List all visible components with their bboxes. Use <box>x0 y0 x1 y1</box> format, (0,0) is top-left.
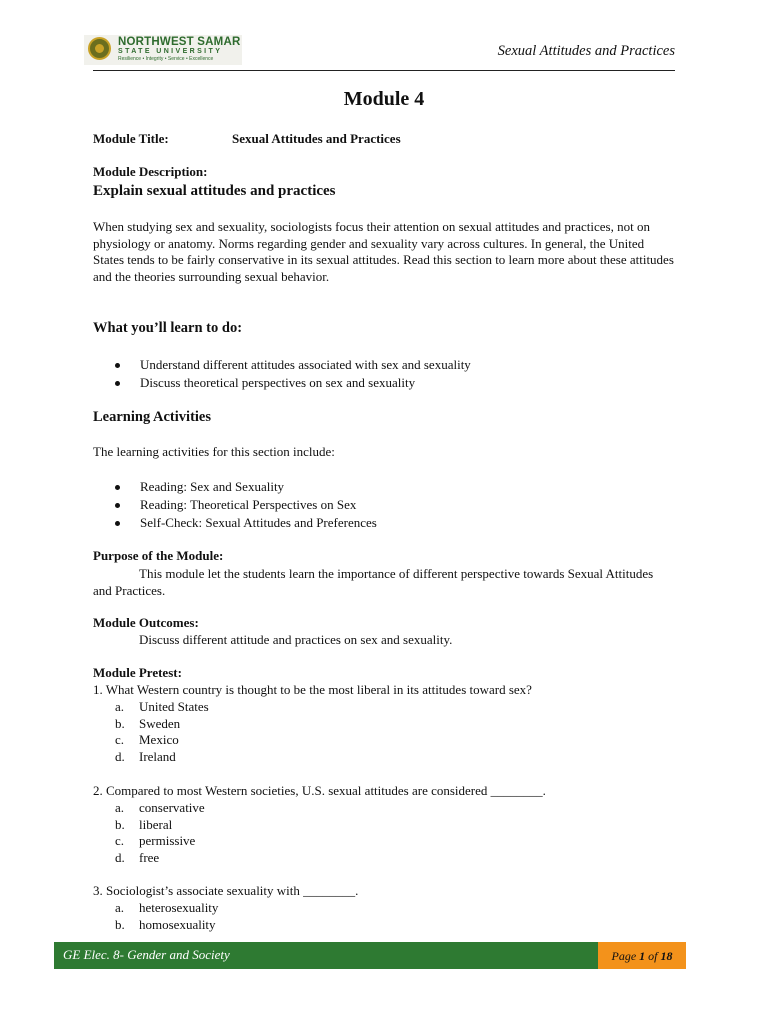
list-item: d. free <box>115 849 160 865</box>
logo-name: NORTHWEST SAMAR <box>118 36 241 48</box>
activities-list <box>115 479 675 532</box>
list-item: Self-Check: Sexual Attitudes and Preferences <box>115 515 675 532</box>
list-item: a. conservative <box>115 800 205 815</box>
footer-course-title: GE Elec. 8- Gender and Society <box>63 947 230 962</box>
learn-heading: What you’ll learn to do: <box>93 320 243 336</box>
logo-motto: Resilience • Integrity • Service • Excellence <box>118 56 214 62</box>
activities-heading: Learning Activities <box>93 409 212 425</box>
outcomes-text: Discuss different attitude and practices on sex and sexuality. <box>139 632 453 647</box>
learn-list <box>115 357 675 391</box>
module-description-label: Module Description: <box>93 164 208 179</box>
list-item: Reading: Sex and Sexuality <box>115 479 675 496</box>
description-heading: Explain sexual attitudes and practices <box>93 183 336 199</box>
list-item: b. homosexuality <box>115 916 216 932</box>
purpose-text: This module let the students learn the importance of different perspective towards Sexual Attitudes and Practices. <box>93 566 654 598</box>
page-number-badge <box>598 942 686 969</box>
university-logo <box>84 35 242 65</box>
bullet-icon <box>115 381 120 386</box>
seal-center <box>95 44 104 53</box>
footer-course-bar <box>54 942 598 969</box>
bullet-icon <box>115 363 120 368</box>
list-item: Reading: Theoretical Perspectives on Sex <box>115 497 675 514</box>
bullet-icon <box>115 521 120 526</box>
list-item: Understand different attitudes associated with sex and sexuality <box>115 357 675 374</box>
page-title: Module 4 <box>343 88 425 110</box>
header-divider <box>93 70 675 71</box>
activities-intro: The learning activities for this section include: <box>93 444 335 459</box>
outcomes-label: Module Outcomes: <box>93 615 199 630</box>
question-2-options <box>115 800 205 866</box>
pretest-label: Module Pretest: <box>93 665 182 680</box>
question-1: 1. What Western country is thought to be the most liberal in its attitudes toward sex? <box>93 682 532 697</box>
list-item: a. United States <box>115 699 209 714</box>
question-1-options <box>115 699 209 765</box>
list-item: c. permissive <box>115 833 196 848</box>
module-title-value: Sexual Attitudes and Practices <box>232 131 401 146</box>
university-seal-icon <box>88 37 111 60</box>
list-item: c. Mexico <box>115 732 179 747</box>
module-title-label: Module Title: <box>93 131 169 146</box>
bullet-icon <box>115 503 120 508</box>
list-item: d. Ireland <box>115 748 176 764</box>
description-paragraph: When studying sex and sexuality, sociologists focus their attention on sexual attitudes and practices, not on physiology or anatomy. Norms regarding gender and sexuality vary across cultures. In general, the United States tends to be fairly conservative in its sexual attitudes. Read this section to learn more about these attitudes and the theories surrounding sexual behavior. <box>93 219 674 284</box>
list-item: Discuss theoretical perspectives on sex and sexuality <box>115 375 675 392</box>
purpose-label: Purpose of the Module: <box>93 548 224 563</box>
question-3: 3. Sociologist’s associate sexuality with ________. <box>93 883 359 898</box>
question-2: 2. Compared to most Western societies, U.S. sexual attitudes are considered ________. <box>93 783 546 798</box>
list-item: a. heterosexuality <box>115 900 219 915</box>
logo-subtitle: STATE UNIVERSITY <box>118 48 223 55</box>
header-title: Sexual Attitudes and Practices <box>497 43 675 59</box>
question-3-options <box>115 900 218 933</box>
page-number: Page 1 of 18 <box>611 949 673 963</box>
list-item: b. Sweden <box>115 715 181 731</box>
list-item: b. liberal <box>115 816 173 832</box>
bullet-icon <box>115 485 120 490</box>
